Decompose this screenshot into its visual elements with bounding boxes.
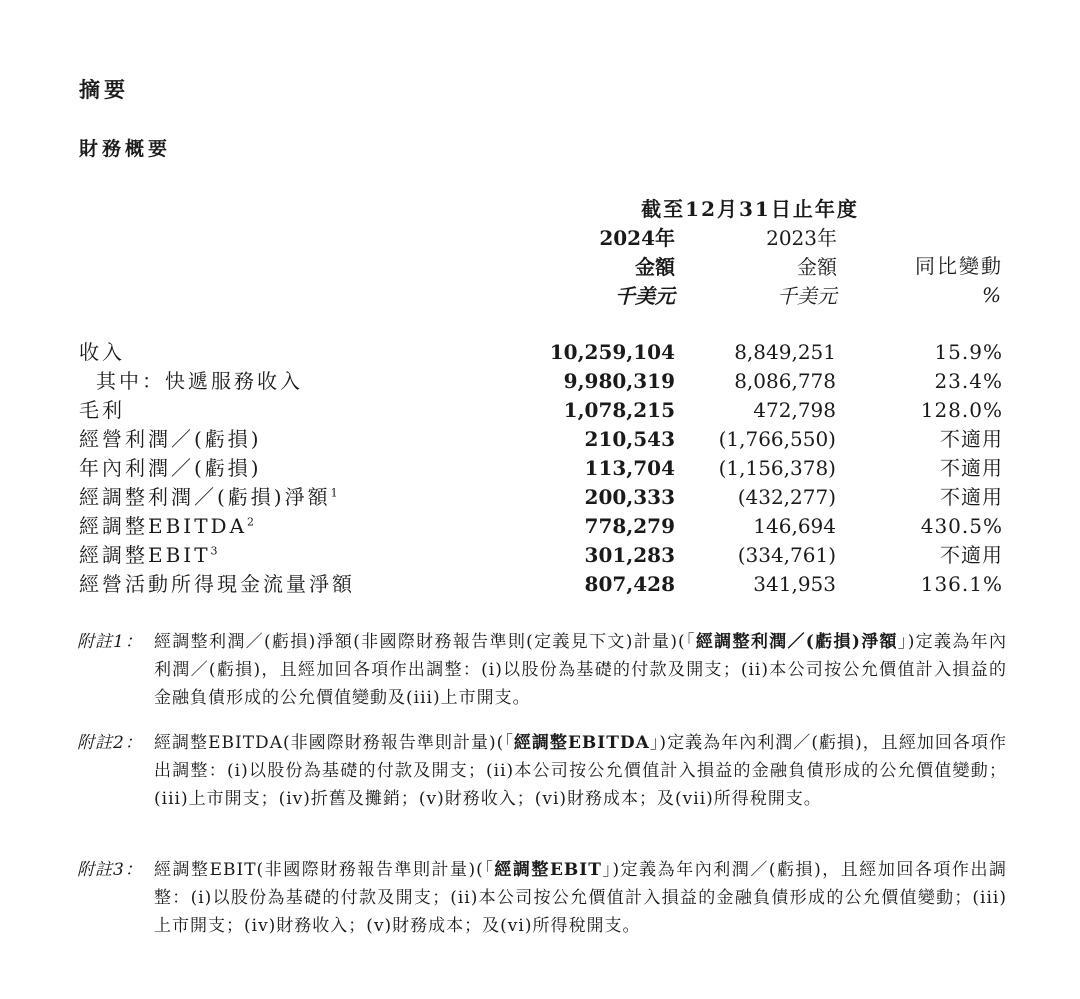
row-label: 經營利潤／(虧損) — [79, 427, 262, 451]
table-row — [0, 483, 1080, 512]
footnote-label: 附註3： — [77, 860, 143, 880]
table-row — [0, 512, 1080, 541]
footnote-ref: 1 — [330, 486, 341, 500]
value-2023: (1,156,378) — [718, 456, 836, 480]
row-label: 其中：快遞服務收入 — [96, 369, 303, 393]
table-row — [0, 367, 1080, 396]
period-header: 截至12月31日止年度 — [641, 197, 859, 221]
footnote-3 — [77, 856, 1007, 940]
row-label — [79, 483, 341, 512]
column-header-yoy — [840, 252, 1003, 310]
value-2023: 146,694 — [753, 514, 836, 538]
value-yoy: 不適用 — [940, 485, 1003, 509]
row-label: 年內利潤／(虧損) — [79, 456, 262, 480]
footnote-text: 經調整利潤／(虧損)淨額(非國際財務報告準則(定義見下文)計量)(「 — [154, 632, 696, 652]
value-2024: 9,980,319 — [563, 369, 675, 393]
value-yoy: 不適用 — [940, 427, 1003, 451]
value-2024: 778,279 — [584, 514, 675, 538]
row-label: 經營活動所得現金流量淨額 — [79, 572, 355, 596]
value-yoy: 128.0% — [920, 398, 1003, 422]
page-title: 摘要 — [79, 77, 129, 102]
table-row — [0, 570, 1080, 599]
footnote-body — [154, 628, 1007, 712]
footnote-defined-term: 經調整利潤／(虧損)淨額 — [695, 632, 898, 652]
footnote-text: 」)定義為年內利潤／(虧損)，且經加回各項作出調整：(i)以股份為基礎的付款及開支；(ii)本公司按公允價值計入損益的金融負債形成的公允價值變動；(iii)上市開支；(iv)折舊及攤銷；(v)財務收入；(vi)財務成本；及(vii)所得稅開支。 — [154, 733, 1007, 809]
footnote-text: 經調整EBITDA(非國際財務報告準則計量)(「 — [154, 733, 514, 753]
value-yoy: 不適用 — [940, 456, 1003, 480]
value-2023: (1,766,550) — [718, 427, 836, 451]
value-2024: 301,283 — [584, 543, 675, 567]
footnote-defined-term: 經調整EBITDA — [513, 733, 650, 753]
footnote-ref: 2 — [247, 515, 258, 529]
value-yoy: 430.5% — [920, 514, 1003, 538]
footnote-text: 經調整EBIT(非國際財務報告準則計量)(「 — [154, 860, 495, 880]
value-2024: 210,543 — [584, 427, 675, 451]
value-yoy: 23.4% — [934, 369, 1003, 393]
value-2023: 8,086,778 — [734, 369, 836, 393]
column-2023-unit: 千美元 — [777, 284, 837, 308]
table-row — [0, 338, 1080, 367]
value-2023: (432,277) — [737, 485, 836, 509]
column-yoy-label: 同比變動 — [915, 254, 1003, 278]
column-2023-year: 2023年 — [766, 226, 837, 250]
financial-summary-table — [0, 338, 1080, 599]
table-row — [0, 541, 1080, 570]
footnote-label: 附註1： — [77, 632, 143, 652]
table-row — [0, 425, 1080, 454]
row-label-text: 經調整EBITDA — [79, 514, 248, 538]
row-label — [79, 512, 257, 541]
value-2023: 8,849,251 — [734, 340, 836, 364]
value-yoy: 15.9% — [934, 340, 1003, 364]
footnote-text: 」)定義為年內利潤／(虧損)，且經加回各項作出調整：(i)以股份為基礎的付款及開支；(ii)本公司按公允價值計入損益的金融負債形成的公允價值變動；(iii)上市開支；(iv)財務收入；(v)財務成本；及(vi)所得稅開支。 — [154, 860, 1007, 936]
value-yoy: 不適用 — [940, 543, 1003, 567]
value-2024: 1,078,215 — [563, 398, 675, 422]
row-label-text: 經調整利潤／(虧損)淨額 — [79, 485, 331, 509]
value-2024: 113,704 — [584, 456, 675, 480]
column-2024-year: 2024年 — [599, 226, 675, 250]
footnote-1 — [77, 628, 1007, 712]
column-2023-label: 金額 — [797, 255, 837, 279]
value-2024: 200,333 — [584, 485, 675, 509]
value-2024: 10,259,104 — [549, 340, 675, 364]
row-label-text: 經調整EBIT — [79, 543, 211, 567]
row-label — [79, 541, 221, 570]
column-2024-label: 金額 — [635, 255, 675, 279]
value-2024: 807,428 — [584, 572, 675, 596]
footnote-body — [154, 729, 1007, 813]
column-header-2024 — [520, 224, 675, 311]
column-2024-unit: 千美元 — [615, 284, 675, 308]
footnote-defined-term: 經調整EBIT — [494, 860, 602, 880]
footnote-text: 」)定義為年內利潤／(虧損)，且經加回各項作出調整：(i)以股份為基礎的付款及開支；(ii)本公司按公允價值計入損益的金融負債形成的公允價值變動及(iii)上市開支。 — [154, 632, 1007, 708]
footnote-ref: 3 — [210, 544, 221, 558]
value-2023: 472,798 — [753, 398, 836, 422]
footnote-body — [154, 856, 1007, 940]
value-yoy: 136.1% — [920, 572, 1003, 596]
column-header-2023 — [680, 224, 837, 311]
value-2023: (334,761) — [737, 543, 836, 567]
section-title: 財務概要 — [79, 138, 172, 160]
table-row — [0, 454, 1080, 483]
value-2023: 341,953 — [753, 572, 836, 596]
table-row — [0, 396, 1080, 425]
footnote-2 — [77, 729, 1007, 813]
row-label: 收入 — [79, 340, 125, 364]
row-label: 毛利 — [79, 398, 125, 422]
column-yoy-unit: % — [981, 283, 1003, 307]
footnote-label: 附註2： — [77, 733, 143, 753]
